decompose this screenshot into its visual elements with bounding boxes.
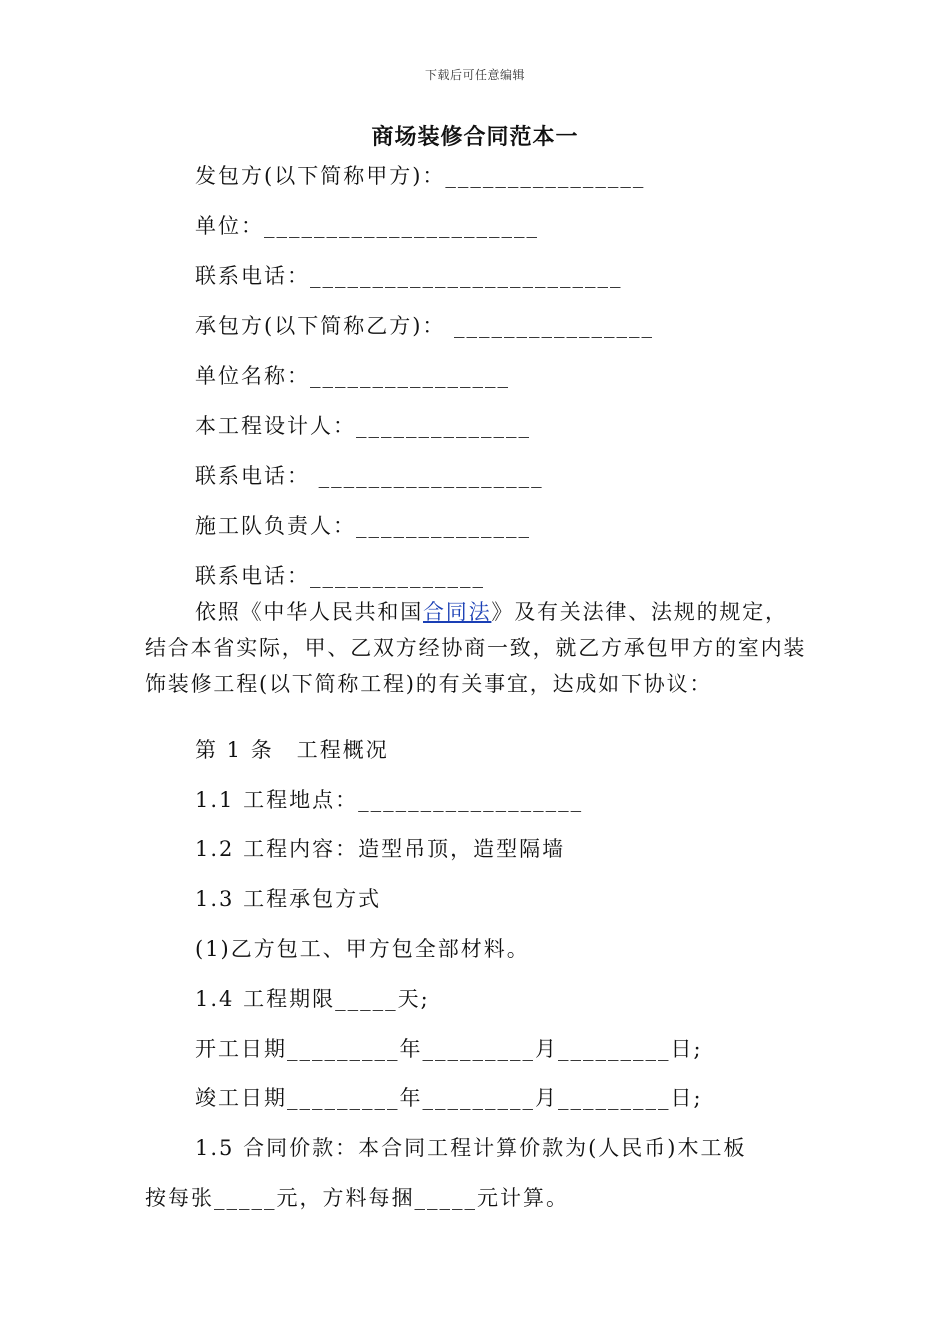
contract-law-link[interactable]: 合同法	[423, 600, 492, 624]
team-leader-line: 施工队负责人：______________	[195, 514, 531, 538]
contractor-line: 承包方(以下简称乙方)： ________________	[195, 314, 655, 338]
project-period-line: 1.4 工程期限_____天;	[195, 987, 430, 1011]
document-title: 商场装修合同范本一	[371, 124, 579, 150]
designer-line: 本工程设计人：______________	[195, 414, 531, 438]
employer-unit-line: 单位：______________________	[195, 214, 539, 238]
contract-price-line: 1.5 合同价款：本合同工程计算价款为(人民币)木工板	[195, 1136, 747, 1160]
end-date-line: 竣工日期_________年_________月_________日;	[195, 1086, 703, 1110]
intro-paragraph	[145, 594, 810, 702]
contract-price-continued: 按每张_____元，方料每捆_____元计算。	[145, 1186, 569, 1210]
header-note: 下载后可任意编辑	[424, 68, 525, 82]
employer-line: 发包方(以下简称甲方)：________________	[195, 164, 646, 188]
team-phone-line: 联系电话：______________	[195, 564, 485, 588]
article-1-heading: 第 1 条 工程概况	[195, 738, 389, 762]
contractor-unit-line: 单位名称：________________	[195, 364, 510, 388]
employer-phone-line: 联系电话：_________________________	[195, 264, 623, 288]
intro-text-before: 依照《中华人民共和国	[195, 600, 423, 624]
intro-text-after: 》及有关法律、法规的规定，结合本省实际，甲、乙双方经协商一致，就乙方承包甲方的室内装饰装修工程(以下简称工程)的有关事宜，达成如下协议：	[145, 600, 807, 696]
contract-method-line: 1.3 工程承包方式	[195, 887, 382, 911]
start-date-line: 开工日期_________年_________月_________日;	[195, 1037, 703, 1061]
project-location-line: 1.1 工程地点：__________________	[195, 788, 584, 812]
project-content-line: 1.2 工程内容：造型吊顶，造型隔墙	[195, 837, 566, 861]
contract-method-detail: (1)乙方包工、甲方包全部材料。	[195, 937, 530, 961]
designer-phone-line: 联系电话： __________________	[195, 464, 544, 488]
